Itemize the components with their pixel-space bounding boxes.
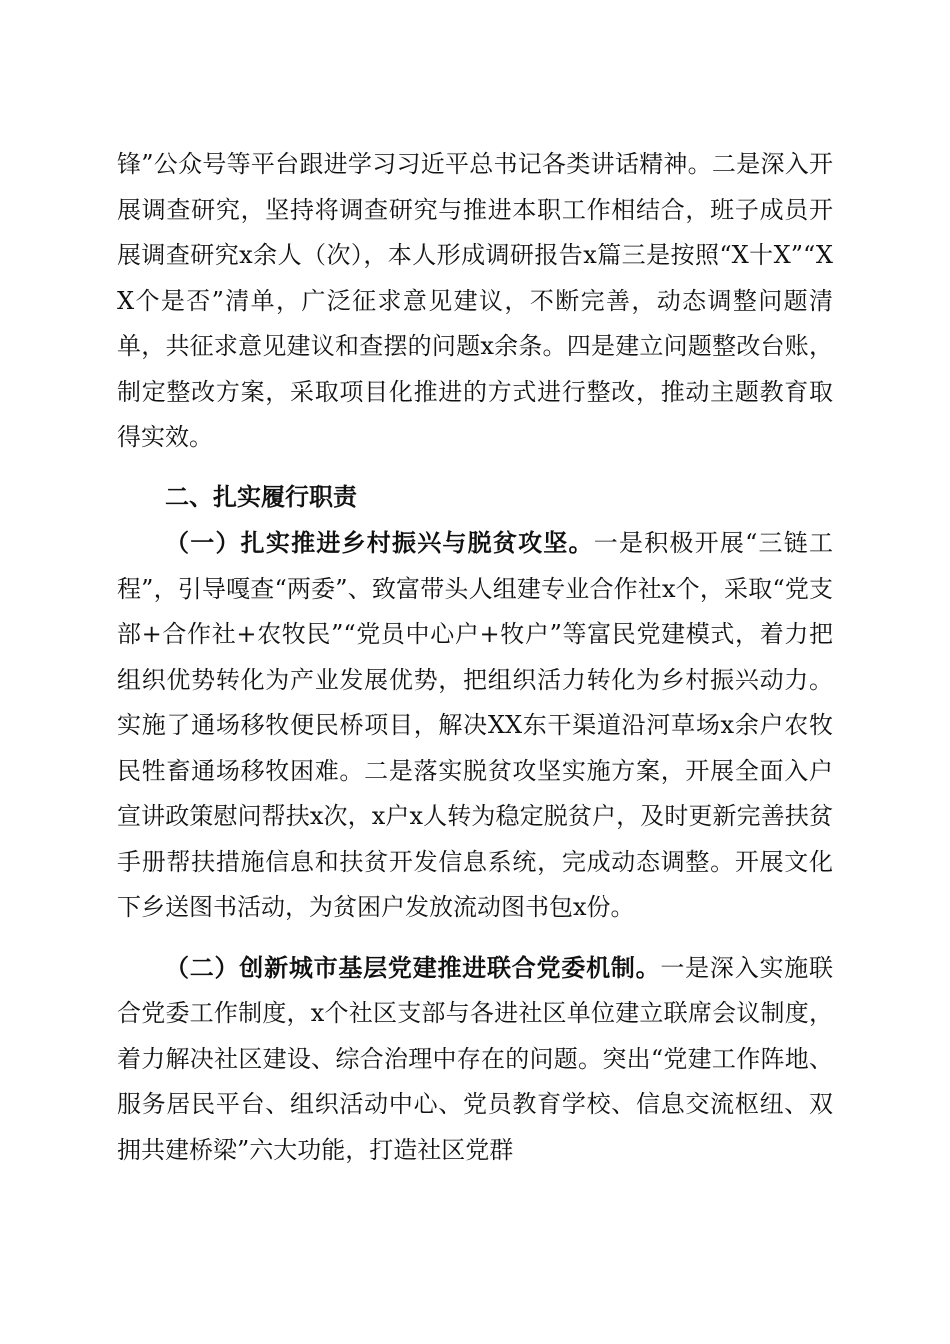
subsection-2-title: （二）创新城市基层党建推进联合党委机制。 [165,952,661,982]
subsection-1-title: （一）扎实推进乡村振兴与脱贫攻坚。 [165,528,594,557]
subsection-2 [117,945,833,1174]
subsection-1 [117,520,833,931]
section-heading: 二、扎实履行职责 [165,482,357,511]
document-body [117,142,833,1173]
paragraph-1: 锋”公众号等平台跟进学习习近平总书记各类讲话精神。二是深入开展调查研究，坚持将调查研究与推进本职工作相结合，班子成员开展调查研究x余人（次），本人形成调研报告x篇三是按照“X十X”“XX个是否”清单，广泛征求意见建议，不断完善，动态调整问题清单，共征求意见建议和查摆的问题x余条。四是建立问题整改台账，制定整改方案，采取项目化推进的方式进行整改，推动主题教育取得实效。 [117,150,833,451]
subsection-1-body: 一是积极开展“三链工程”，引导嘎查“两委”、致富带头人组建专业合作社x个，采取“党支部+合作社+农牧民”“党员中心户+牧户”等富民党建模式，着力把组织优势转化为产业发展优势，把组织活力转化为乡村振兴动力。实施了通场移牧便民桥项目，解决XX东干渠道沿河草场x余户农牧民牲畜通场移牧困难。二是落实脱贫攻坚实施方案，开展全面入户宣讲政策慰问帮扶x次，x户x人转为稳定脱贫户，及时更新完善扶贫手册帮扶措施信息和扶贫开发信息系统，完成动态调整。开展文化下乡送图书活动，为贫困户发放流动图书包x份。 [117,529,833,921]
subsection-2-body: 一是深入实施联合党委工作制度，x个社区支部与各进社区单位建立联席会议制度，着力解决社区建设、综合治理中存在的问题。突出“党建工作阵地、服务居民平台、组织活动中心、党员教育学校、信息交流枢纽、双拥共建桥梁”六大功能，打造社区党群 [117,953,834,1164]
